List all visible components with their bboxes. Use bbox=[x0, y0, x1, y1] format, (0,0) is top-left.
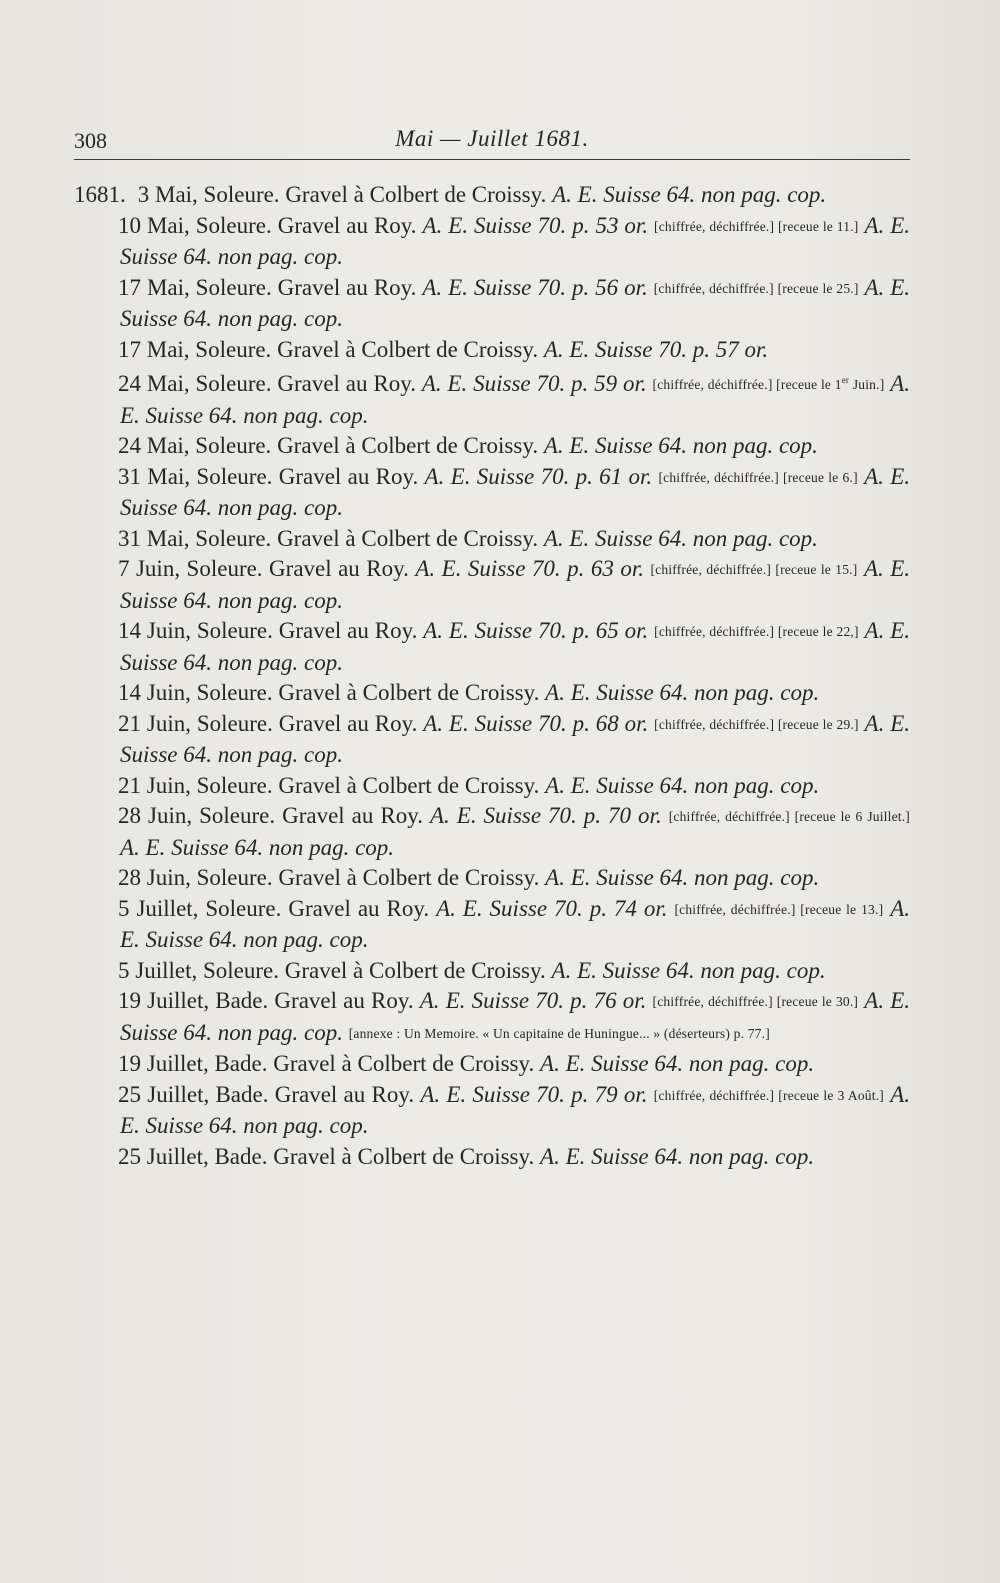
entry-note: [chiffrée, déchiffrée.] [receue le 25.] bbox=[653, 280, 859, 296]
entry-date: 17 Mai, Soleure. bbox=[118, 336, 272, 362]
entry-citation: A. E. Suisse 64. non pag. cop. bbox=[545, 865, 820, 890]
entry-citation: A. E. Suisse 70. p. 59 or. bbox=[421, 371, 647, 396]
entry-citation-copy: A. E. Suisse 64. non pag. cop. bbox=[120, 710, 911, 767]
entry-citation: A. E. Suisse 70. p. 65 or. bbox=[423, 618, 649, 643]
entry-note: [chiffrée, déchiffrée.] [receue le 1er Juin.] bbox=[652, 375, 885, 392]
entry-note: [chiffrée, déchiffrée.] [receue le 6.] bbox=[658, 469, 858, 485]
entry-date: 25 Juillet, Bade. bbox=[118, 1143, 268, 1169]
entry-citation: A. E. Suisse 70. p. 61 or. bbox=[424, 463, 653, 489]
entry bbox=[74, 335, 910, 366]
entry-note: [chiffrée, déchiffrée.] [receue le 22,] bbox=[654, 624, 859, 639]
superscript: er bbox=[841, 375, 850, 385]
entry-correspondents: Gravel à Colbert de Croissy. bbox=[285, 182, 547, 207]
entry-correspondents: Gravel à Colbert de Croissy. bbox=[284, 957, 546, 983]
entry-correspondents: Gravel au Roy. bbox=[278, 710, 418, 736]
entry-citation: A. E. Suisse 64. non pag. cop. bbox=[540, 1143, 815, 1169]
entry-citation: A. E. Suisse 70. p. 76 or. bbox=[419, 988, 647, 1013]
entry-citation: A. E. Suisse 64. non pag. cop. bbox=[551, 957, 826, 983]
entry-correspondents: Gravel au Roy. bbox=[274, 988, 414, 1013]
entry-citation-copy: A. E. Suisse 64. non pag. cop. bbox=[120, 1081, 911, 1138]
entry bbox=[74, 1142, 910, 1173]
entry-correspondents: Gravel au Roy. bbox=[282, 803, 423, 828]
entry-citation: A. E. Suisse 70. p. 70 or. bbox=[429, 803, 662, 828]
entry-correspondents: Gravel à Colbert de Croissy. bbox=[278, 680, 540, 705]
entry-correspondents: Gravel au Roy. bbox=[278, 618, 418, 643]
entry-date: 21 Juin, Soleure. bbox=[118, 772, 273, 798]
entry-citation: A. E. Suisse 70. p. 74 or. bbox=[436, 895, 668, 921]
entry-correspondents: Gravel au Roy. bbox=[278, 463, 419, 489]
entry-date: 19 Juillet, Bade. bbox=[118, 988, 269, 1013]
entry bbox=[74, 1049, 910, 1080]
entry-citation: A. E. Suisse 64. non pag. cop. bbox=[552, 182, 827, 207]
entry bbox=[74, 986, 910, 1049]
entry-date: 14 Juin, Soleure. bbox=[118, 680, 273, 705]
entry-date: 19 Juillet, Bade. bbox=[118, 1051, 268, 1076]
entry-year: 1681. bbox=[74, 182, 126, 207]
entry-citation: A. E. Suisse 70. p. 68 or. bbox=[423, 710, 649, 736]
entry-citation: A. E. Suisse 64. non pag. cop. bbox=[543, 525, 818, 551]
entry bbox=[74, 863, 910, 894]
entry-citation: A. E. Suisse 70. p. 53 or. bbox=[422, 212, 649, 238]
entry-annex-note: [annexe : Un Memoire. « Un capitaine de Huningue... » (déserteurs) p. 77.] bbox=[348, 1025, 770, 1041]
entry bbox=[74, 709, 910, 771]
entry-note: [chiffrée, déchiffrée.] [receue le 30.] bbox=[652, 994, 859, 1009]
entry-correspondents: Gravel au Roy. bbox=[277, 371, 416, 396]
entry-correspondents: Gravel au Roy. bbox=[274, 1081, 415, 1107]
entry-citation-copy: A. E. Suisse 64. non pag. cop. bbox=[120, 618, 911, 675]
page-number: 308 bbox=[74, 128, 107, 153]
entry-citation-copy: A. E. Suisse 64. non pag. cop. bbox=[120, 212, 911, 269]
entry-note: [chiffrée, déchiffrée.] [receue le 29.] bbox=[654, 716, 859, 732]
entry-citation: A. E. Suisse 70. p. 79 or. bbox=[420, 1081, 648, 1107]
entry-date: 5 Juillet, Soleure. bbox=[118, 957, 279, 983]
entry-citation: A. E. Suisse 64. non pag. cop. bbox=[540, 1051, 815, 1076]
entry-citation: A. E. Suisse 64. non pag. cop. bbox=[545, 680, 820, 705]
entry-date: 28 Juin, Soleure. bbox=[118, 803, 276, 828]
entry-correspondents: Gravel à Colbert de Croissy. bbox=[277, 336, 539, 362]
entry bbox=[74, 273, 910, 335]
entry-note: [chiffrée, déchiffrée.] [receue le 3 Août.] bbox=[653, 1087, 884, 1103]
entry-citation-copy: A. E. Suisse 64. non pag. cop. bbox=[120, 274, 911, 331]
entry-date: 25 Juillet, Bade. bbox=[118, 1081, 269, 1107]
entry-citation-copy: A. E. Suisse 64. non pag. cop. bbox=[120, 895, 911, 952]
entry-correspondents: Gravel à Colbert de Croissy. bbox=[278, 772, 540, 798]
entry-citation-copy: A. E. Suisse 64. non pag. cop. bbox=[120, 988, 911, 1045]
entry-date: 31 Mai, Soleure. bbox=[118, 463, 273, 489]
entry-correspondents: Gravel à Colbert de Croissy. bbox=[273, 1143, 535, 1169]
entry-date: 5 Juillet, Soleure. bbox=[118, 895, 282, 921]
entry-correspondents: Gravel à Colbert de Croissy. bbox=[277, 433, 539, 458]
entry-date: 17 Mai, Soleure. bbox=[118, 274, 272, 300]
entry-citation: A. E. Suisse 70. p. 57 or. bbox=[543, 336, 769, 362]
entry-note: [chiffrée, déchiffrée.] [receue le 13.] bbox=[674, 901, 884, 917]
entry-citation-copy: A. E. Suisse 64. non pag. cop. bbox=[120, 463, 910, 520]
entry-correspondents: Gravel au Roy. bbox=[269, 556, 409, 581]
entry bbox=[74, 180, 910, 211]
entry bbox=[74, 616, 910, 678]
entry-citation: A. E. Suisse 64. non pag. cop. bbox=[545, 772, 820, 798]
entry bbox=[74, 431, 910, 462]
entry bbox=[74, 678, 910, 709]
entry-correspondents: Gravel à Colbert de Croissy. bbox=[273, 1051, 535, 1076]
entry bbox=[74, 801, 910, 863]
entry-correspondents: Gravel à Colbert de Croissy. bbox=[277, 525, 539, 551]
entry bbox=[74, 524, 910, 555]
entry-date: 31 Mai, Soleure. bbox=[118, 525, 272, 551]
entry-citation: A. E. Suisse 64. non pag. cop. bbox=[543, 433, 818, 458]
entry bbox=[74, 554, 910, 616]
entry-date: 21 Juin, Soleure. bbox=[118, 710, 273, 736]
entry-date: 24 Mai, Soleure. bbox=[118, 433, 272, 458]
entry-citation-copy: A. E. Suisse 64. non pag. cop. bbox=[120, 371, 911, 428]
entry-note: [chiffrée, déchiffrée.] [receue le 6 Juillet.] bbox=[668, 809, 910, 824]
running-title: Mai — Juillet 1681. bbox=[395, 126, 589, 151]
entry-citation-copy: A. E. Suisse 64. non pag. cop. bbox=[120, 556, 911, 613]
entry-list bbox=[74, 180, 910, 1172]
entry-date: 14 Juin, Soleure. bbox=[118, 618, 273, 643]
entry-date: 10 Mai, Soleure. bbox=[118, 212, 272, 238]
entry bbox=[74, 365, 910, 431]
entry-correspondents: Gravel au Roy. bbox=[277, 274, 417, 300]
entry bbox=[74, 956, 910, 987]
entry bbox=[74, 211, 910, 273]
entry-date: 7 Juin, Soleure. bbox=[118, 556, 263, 581]
entry-correspondents: Gravel à Colbert de Croissy. bbox=[278, 865, 540, 890]
header-rule bbox=[74, 159, 910, 160]
entry-note: [chiffrée, déchiffrée.] [receue le 15.] bbox=[650, 562, 858, 577]
entry bbox=[74, 894, 910, 956]
entry-correspondents: Gravel au Roy. bbox=[288, 895, 430, 921]
entry-note: [chiffrée, déchiffrée.] [receue le 11.] bbox=[654, 218, 859, 234]
entry-citation: A. E. Suisse 70. p. 63 or. bbox=[415, 556, 644, 581]
entry-citation: A. E. Suisse 70. p. 56 or. bbox=[422, 274, 648, 300]
entry-date: 28 Juin, Soleure. bbox=[118, 865, 273, 890]
entry-date: 3 Mai, Soleure. bbox=[137, 182, 280, 207]
entry bbox=[74, 462, 910, 524]
entry bbox=[74, 1080, 910, 1142]
entry-date: 24 Mai, Soleure. bbox=[118, 371, 272, 396]
page-header bbox=[74, 124, 910, 160]
entry bbox=[74, 771, 910, 802]
entry-correspondents: Gravel au Roy. bbox=[277, 212, 417, 238]
entry-citation-copy: A. E. Suisse 64. non pag. cop. bbox=[120, 834, 395, 860]
